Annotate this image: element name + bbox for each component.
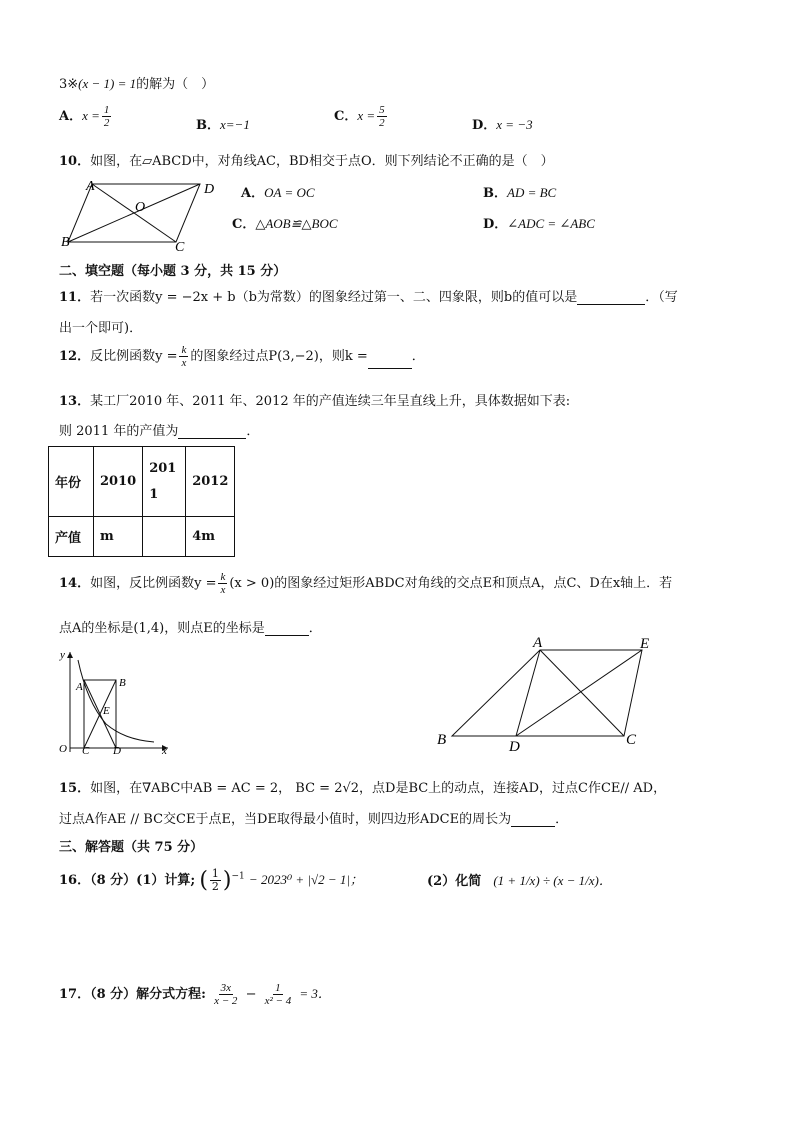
q9-stem: 3※(x − 1) = 1的解为（ ） xyxy=(59,76,215,92)
table-cell: 产值 xyxy=(49,517,94,557)
fraction: $\frac{5}{2}$ xyxy=(379,104,385,129)
table-cell[interactable] xyxy=(143,517,186,557)
q15-line1: 15．如图，在∇ABC中AB = AC = 2， BC = 2√2，点D是BC上的动点，连接AD，过点C作CE// AD， xyxy=(59,781,667,796)
table-cell: 2010 xyxy=(94,447,143,517)
fraction: $\frac{3x}{x - 2}$ xyxy=(214,982,238,1007)
q10-option-a[interactable]: A．OA = OC xyxy=(241,185,315,201)
q9-option-c[interactable]: C．x = $\frac{5}{2}$ xyxy=(334,104,385,129)
table-cell: 4m xyxy=(186,517,235,557)
q10-option-b[interactable]: B．AD = BC xyxy=(483,185,557,201)
label-c: C xyxy=(626,732,637,748)
label-d: D xyxy=(113,745,121,757)
label-d: D xyxy=(204,182,215,197)
q17-equation: 17．（8 分）解分式方程: $\frac{3x}{x - 2}$ − $\frac{1}{\text{x² − 4}}$ = 3． xyxy=(59,982,331,1007)
label-b: B xyxy=(119,677,126,689)
fraction: $\frac{1}{2}$ xyxy=(211,867,219,893)
q9-option-a[interactable]: A．x = $\frac{1}{2}$ xyxy=(59,104,110,129)
q16-part2: (2）化简 (1 + 1/x) ÷ (x − 1/x)． xyxy=(427,873,612,889)
q11-line2: 出一个即可)． xyxy=(59,321,143,336)
fraction: $\frac{1}{2}$ xyxy=(103,104,110,129)
q13-stem: 13．某工厂2010 年、2011 年、2012 年的产值连续三年呈直线上升，具体数据如下表: xyxy=(59,394,571,409)
label-a: A xyxy=(76,681,83,693)
answer-blank[interactable] xyxy=(265,621,309,636)
parallelogram-adce-figure xyxy=(432,632,668,754)
label-a: A xyxy=(533,635,543,651)
q10-option-c[interactable]: C．△AOB≌△BOC xyxy=(232,216,338,232)
label-y: y xyxy=(60,649,65,661)
label-b: B xyxy=(61,235,70,250)
label-o: O xyxy=(135,200,146,215)
answer-blank[interactable] xyxy=(577,290,645,305)
answer-blank[interactable] xyxy=(368,354,412,369)
q10-option-d[interactable]: D．∠ADC = ∠ABC xyxy=(483,216,595,232)
answer-blank[interactable] xyxy=(178,424,246,439)
table-row xyxy=(49,447,235,517)
q13-ask: 则 2011 年的产值为 ． xyxy=(59,424,260,439)
label-a: A xyxy=(86,179,95,194)
table-cell: m xyxy=(94,517,143,557)
q10-stem: 10．如图，在▱ABCD中，对角线AC，BD相交于点O．则下列结论不正确的是（ ） xyxy=(59,154,554,169)
q9-option-d[interactable]: D．x = −3 xyxy=(472,117,533,133)
fraction: $\frac{1}{\text{x² − 4}}$ xyxy=(264,982,292,1007)
label-c: C xyxy=(82,745,90,757)
q14-line1: 14．如图，反比例函数y = $\frac{k}{x}$ (x > 0)的图象经过矩形ABDC对角线的交点E和顶点A，点C、D在x轴上．若 xyxy=(59,571,673,596)
label-e: E xyxy=(640,636,650,652)
label-d: D xyxy=(509,739,520,754)
label-x: x xyxy=(162,745,167,757)
q15-line2: 过点A作AE // BC交CE于点E，当DE取得最小值时，则四边形ADCE的周长为 ． xyxy=(59,812,569,827)
table-cell: 2012 xyxy=(186,447,235,517)
fraction: $\frac{k}{x}$ xyxy=(181,344,187,369)
q12-stem: 12．反比例函数y = $\frac{k}{x}$ 的图象经过点P(3,−2)，则k = ． xyxy=(59,344,425,369)
table-cell: 201 1 xyxy=(143,447,186,517)
q16-part1: 16．（8 分）(1）计算; ( $\frac{1}{2}$ )$^{-1}$ − 2023⁰ + |√2 − 1|； xyxy=(59,867,363,893)
label-e: E xyxy=(103,705,110,717)
label-c: C xyxy=(175,240,185,252)
q9-option-b[interactable]: B．x=−1 xyxy=(196,117,250,133)
section-fill-in-title: 二、填空题（每小题 3 分，共 15 分） xyxy=(59,264,287,279)
answer-blank[interactable] xyxy=(511,812,555,827)
q11-line1: 11．若一次函数y = −2x + b（b为常数）的图象经过第一、二、四象限，则b的值可以是 ．（写 xyxy=(59,290,678,305)
table-cell: 年份 xyxy=(49,447,94,517)
section-solve-title: 三、解答题（共 75 分） xyxy=(59,840,204,855)
hyperbola-rectangle-figure xyxy=(56,648,176,758)
label-o: O xyxy=(59,743,67,755)
q14-line2: 点A的坐标是(1,4)，则点E的坐标是 ． xyxy=(59,621,322,636)
production-table xyxy=(48,446,235,557)
table-row xyxy=(49,517,235,557)
parallelogram-figure xyxy=(58,176,222,252)
fraction: $\frac{k}{x}$ xyxy=(220,571,226,596)
label-b: B xyxy=(437,732,447,748)
